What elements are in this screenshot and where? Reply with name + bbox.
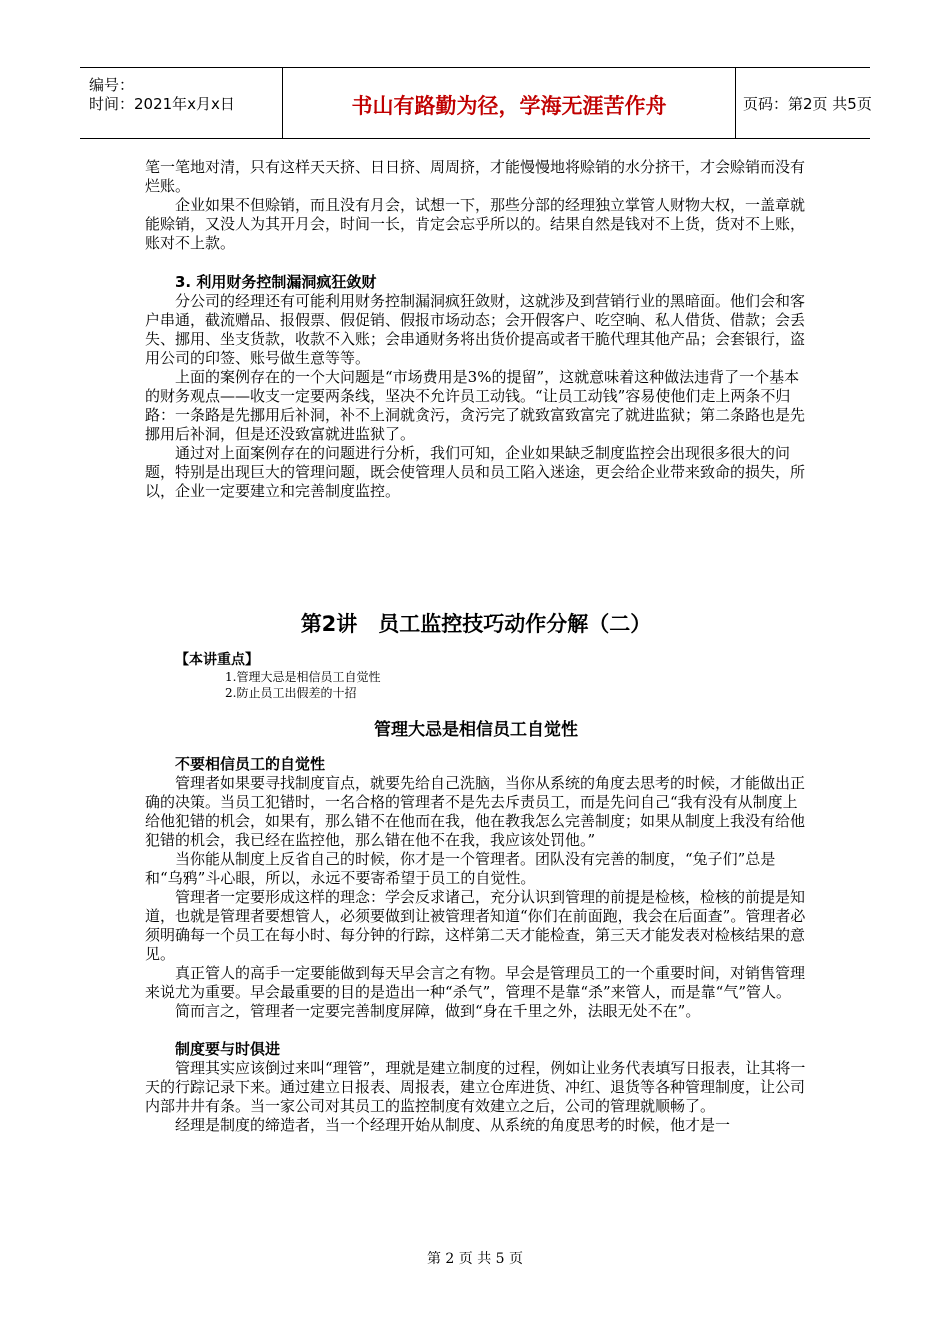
header-motto-cell <box>282 68 736 138</box>
document-time-label: 时间：2021年x月x日 <box>89 95 235 113</box>
lecture-title: 第2讲 员工监控技巧动作分解（二） <box>300 612 652 636</box>
section-heading: 制度要与时俱进 <box>175 1040 281 1058</box>
paragraph: 管理其实应该倒过来叫“理管”，理就是建立制度的过程，例如让业务代表填写日报表，让其将一天的行踪记录下来。通过建立日报表、周报表，建立仓库进货、冲红、退货等各种管理制度，让公司内部井井有条。当一家公司对其员工的监控制度有效建立之后，公司的管理就顺畅了。 <box>145 1059 806 1115</box>
page-footer: 第 2 页 共 5 页 <box>426 1251 524 1267</box>
header-page-cell <box>735 68 870 138</box>
paragraph: 管理者一定要形成这样的理念：学会反求诸己，充分认识到管理的前提是检核，检核的前提是知道，也就是管理者要想管人，必须要做到让被管理者知道“你们在前面跑，我会在后面查”。管理者必须明确每一个员工在每小时、每分钟的行踪，这样第二天才能检查，第三天才能发表对检核结果的意见。 <box>145 888 806 963</box>
paragraph: 分公司的经理还有可能利用财务控制漏洞疯狂敛财，这就涉及到营销行业的黑暗面。他们会和客户串通，截流赠品、报假票、假促销、假报市场动态；会开假客户、吃空晌、私人借货、借款；会丢失、挪用、坐支货款，收款不入账；会串通财务将出货价提高或者干脆代理其他产品；会套银行，盗用公司的印签、账号做生意等等。 <box>145 292 806 367</box>
header-motto: 书山有路勤为径，学海无涯苦作舟 <box>351 94 667 118</box>
paragraph: 简而言之，管理者一定要完善制度屏障，做到“身在千里之外，法眼无处不在”。 <box>175 1002 701 1020</box>
document-body <box>145 158 807 1135</box>
page-header <box>80 67 870 139</box>
paragraph: 真正管人的高手一定要能做到每天早会言之有物。早会是管理员工的一个重要时间，对销售管理来说尤为重要。早会最重要的目的是造出一种“杀气”，管理不是靠“杀”来管人，而是靠“气”管人。 <box>145 964 806 1001</box>
paragraph: 管理者如果要寻找制度盲点，就要先给自己洗脑，当你从系统的角度去思考的时候，才能做出正确的决策。当员工犯错时，一名合格的管理者不是先去斥责员工，而是先问自己“我有没有从制度上给他犯错的机会，如果有，那么错不在他而在我，他在教我怎么完善制度；如果从制度上我没有给他犯错的机会，我已经在监控他，那么错在他不在我，我应该处罚他。” <box>145 774 806 849</box>
lecture-subtitle: 管理大忌是相信员工自觉性 <box>374 720 578 740</box>
key-point-item: 1.管理大忌是相信员工自觉性 <box>225 670 381 684</box>
paragraph: 通过对上面案例存在的问题进行分析，我们可知，企业如果缺乏制度监控会出现很多很大的问题，特别是出现巨大的管理问题，既会使管理人员和员工陷入迷途，更会给企业带来致命的损失，所以，企业一定要建立和完善制度监控。 <box>145 444 806 500</box>
paragraph: 笔一笔地对清，只有这样天天挤、日日挤、周周挤，才能慢慢地将赊销的水分挤干，才会赊销而没有烂账。 <box>145 158 806 195</box>
paragraph: 当你能从制度上反省自己的时候，你才是一个管理者。团队没有完善的制度，“兔子们”总是和“乌鸦”斗心眼，所以，永远不要寄希望于员工的自觉性。 <box>145 850 776 887</box>
document-number-label: 编号： <box>89 76 135 94</box>
header-meta-cell <box>80 68 282 138</box>
section-heading: 3. 利用财务控制漏洞疯狂敛财 <box>175 273 377 291</box>
key-points-heading: 【本讲重点】 <box>175 652 259 668</box>
section-heading: 不要相信员工的自觉性 <box>175 755 326 773</box>
paragraph: 企业如果不但赊销，而且没有月会，试想一下，那些分部的经理独立掌管人财物大权，一盖章就能赊销，又没人为其开月会，时间一长，肯定会忘乎所以的。结果自然是钱对不上货，货对不上账，账对不上款。 <box>145 196 806 252</box>
paragraph: 经理是制度的缔造者，当一个经理开始从制度、从系统的角度思考的时候，他才是一 <box>175 1116 731 1134</box>
key-point-item: 2.防止员工出假差的十招 <box>225 686 357 700</box>
header-page-info: 页码：第2页 共5页 <box>743 95 872 113</box>
paragraph: 上面的案例存在的一个大问题是“市场费用是3%的提留”，这就意味着这种做法违背了一个基本的财务观点——收支一定要两条线，坚决不允许员工动钱。“让员工动钱”容易使他们走上两条不归路：一条路是先挪用后补洞，补不上洞就贪污，贪污完了就致富致富完了就进监狱；第二条路也是先挪用后补洞，但是还没致富就进监狱了。 <box>145 368 806 443</box>
